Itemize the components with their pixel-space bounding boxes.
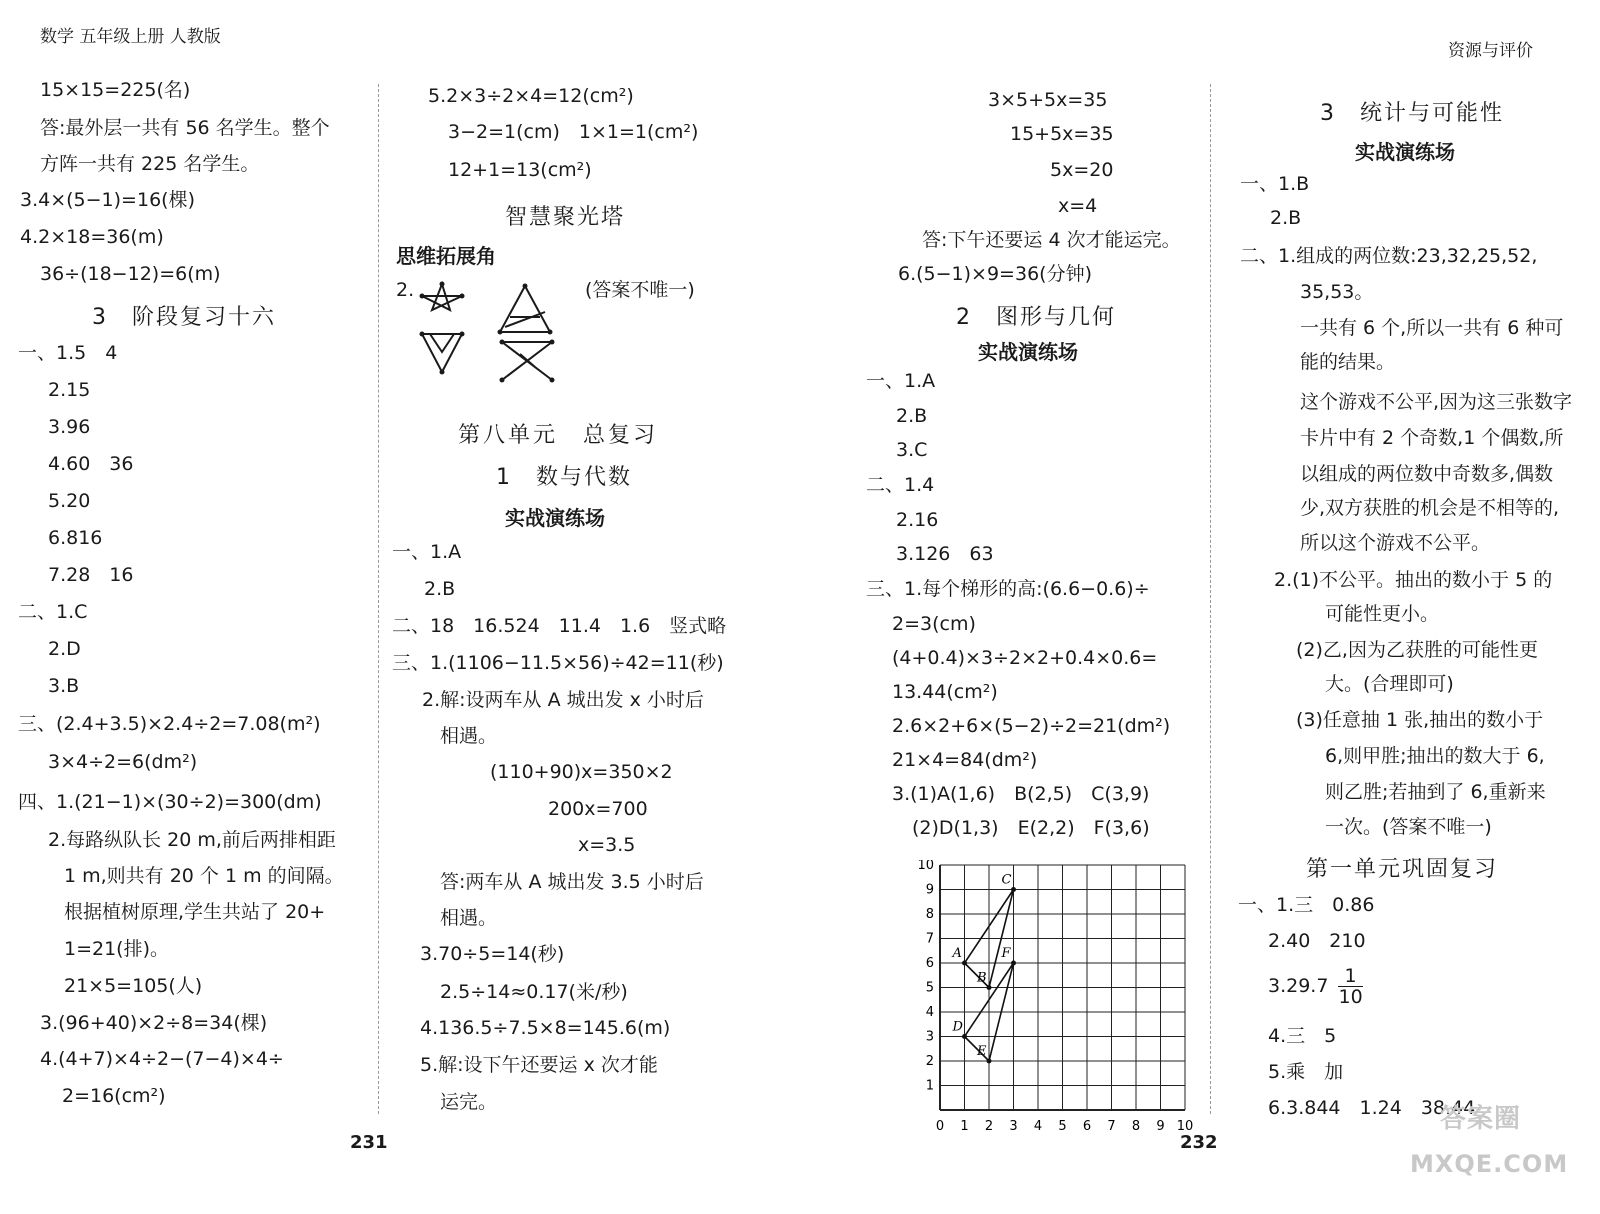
answer-line: 3×4÷2=6(dm²) xyxy=(48,751,198,773)
page-number-right: 232 xyxy=(1180,1132,1218,1153)
section-heading: 3 统计与可能性 xyxy=(1320,101,1504,126)
answer-line: 5.解:设下午还要运 x 次才能 xyxy=(420,1054,658,1076)
answer-line: 所以这个游戏不公平。 xyxy=(1300,532,1491,554)
answer-line: 二、18 16.524 11.4 1.6 竖式略 xyxy=(392,615,727,637)
answer-line: 7.28 16 xyxy=(48,564,134,586)
subsection-heading: 实战演练场 xyxy=(978,340,1078,364)
answer-line: 1=21(排)。 xyxy=(64,938,170,960)
answer-line: 2.15 xyxy=(48,379,91,401)
x-tick-label: 0 xyxy=(935,1119,945,1134)
point-label: D xyxy=(952,1019,963,1035)
x-tick-label: 5 xyxy=(1058,1119,1067,1134)
y-tick-label: 3 xyxy=(925,1029,934,1045)
answer-line: 2=3(cm) xyxy=(892,613,976,635)
point-D xyxy=(962,1034,967,1039)
answer-line: 3.(96+40)×2÷8=34(棵) xyxy=(40,1012,268,1034)
answer-line: 4.2×18=36(m) xyxy=(20,226,164,248)
subsection-heading: 思维拓展角 xyxy=(396,244,496,268)
answer-line: 2.B xyxy=(1270,207,1302,229)
star-figure xyxy=(422,284,462,372)
answer-line: 2.40 210 xyxy=(1268,930,1366,952)
point-C xyxy=(1011,887,1016,892)
section-heading: 2 图形与几何 xyxy=(956,305,1116,330)
answer-line: 根据植树原理,学生共站了 20+ xyxy=(64,901,326,923)
answer-line: 二、1.C xyxy=(18,601,88,623)
x-tick-label: 1 xyxy=(960,1119,969,1134)
answer-line: 2.D xyxy=(48,638,81,660)
answer-line: (3)任意抽 1 张,抽出的数小于 xyxy=(1296,709,1544,731)
answer-line: 二、1.4 xyxy=(866,474,935,496)
x-tick-label: 4 xyxy=(1033,1119,1043,1134)
answer-line: 6.(5−1)×9=36(分钟) xyxy=(898,263,1092,285)
answer-line: 2.解:设两车从 A 城出发 x 小时后 xyxy=(422,689,704,711)
fraction-numerator: 1 xyxy=(1338,966,1362,987)
answer-line: 3.(1)A(1,6) B(2,5) C(3,9) xyxy=(892,783,1150,805)
answer-line: 一、1.5 4 xyxy=(18,342,118,364)
answer-line: 大。(合理即可) xyxy=(1325,673,1454,695)
answer-line: (4+0.4)×3÷2×2+0.4×0.6= xyxy=(892,647,1158,669)
answer-line: 2.每路纵队长 20 m,前后两排相距 xyxy=(48,829,336,851)
answer-line: 能的结果。 xyxy=(1300,351,1396,373)
subsection-heading: 实战演练场 xyxy=(505,506,605,530)
answer-line: 35,53。 xyxy=(1300,281,1374,303)
answer-line: 少,双方获胜的机会是不相等的, xyxy=(1300,497,1560,519)
answer-line: 答:下午还要运 4 次才能运完。 xyxy=(922,229,1181,251)
answer-line: 2.(1)不公平。抽出的数小于 5 的 xyxy=(1274,569,1553,591)
point-label: F xyxy=(1001,946,1011,961)
answer-line: 四、1.(21−1)×(30÷2)=300(dm) xyxy=(18,791,322,813)
answer-line: 6.816 xyxy=(48,527,103,549)
answer-line: 一共有 6 个,所以一共有 6 种可 xyxy=(1300,317,1564,339)
answer-line: 2.16 xyxy=(896,509,939,531)
answer-line: 5.乘 加 xyxy=(1268,1061,1344,1083)
point-label: C xyxy=(1001,872,1012,888)
answer-line: 2.B xyxy=(424,578,456,600)
answer-line: 一、1.B xyxy=(1240,173,1310,195)
answer-line: 三、(2.4+3.5)×2.4÷2=7.08(m²) xyxy=(18,713,321,735)
y-tick-label: 6 xyxy=(925,956,934,971)
answer-line: 36÷(18−12)=6(m) xyxy=(40,263,221,285)
fraction xyxy=(1338,966,1362,1007)
answer-line: 三、1.每个梯形的高:(6.6−0.6)÷ xyxy=(866,578,1150,600)
answer-line: 5.20 xyxy=(48,490,91,512)
section-heading: 1 数与代数 xyxy=(496,465,632,490)
column-divider-left xyxy=(378,84,379,1114)
answer-line: 答:最外层一共有 56 名学生。整个 xyxy=(40,117,330,139)
page-number-left: 231 xyxy=(350,1132,388,1153)
answer-line: 卡片中有 2 个奇数,1 个偶数,所 xyxy=(1300,427,1564,449)
answer-line: 相遇。 xyxy=(440,907,498,929)
answer-line: 5.2×3÷2×4=12(cm²) xyxy=(428,85,634,107)
answer-line: 12+1=13(cm²) xyxy=(448,159,592,181)
point-label: E xyxy=(977,1044,987,1059)
answer-line: x=4 xyxy=(1058,195,1098,217)
answer-line: (110+90)x=350×2 xyxy=(490,761,673,783)
series-title-header: 资源与评价 xyxy=(1448,41,1533,61)
point-E xyxy=(987,1059,992,1064)
answer-line: 以组成的两位数中奇数多,偶数 xyxy=(1300,463,1554,485)
answer-line: 4.60 36 xyxy=(48,453,134,475)
section-heading: 智慧聚光塔 xyxy=(505,205,626,230)
answer-line: 这个游戏不公平,因为这三张数字 xyxy=(1300,391,1573,413)
x-tick-label: 6 xyxy=(1082,1119,1092,1134)
answer-line: 方阵一共有 225 名学生。 xyxy=(40,153,260,175)
answer-line: (2)D(1,3) E(2,2) F(3,6) xyxy=(912,817,1150,839)
answer-line: 15×15=225(名) xyxy=(40,79,191,101)
answer-line: 3.B xyxy=(48,675,80,697)
answer-line: 运完。 xyxy=(440,1091,498,1113)
answer-line: 一次。(答案不唯一) xyxy=(1325,816,1492,838)
y-tick-label: 9 xyxy=(925,882,934,898)
book-title-header: 数学 五年级上册 人教版 xyxy=(40,27,221,47)
point-F xyxy=(1011,961,1016,966)
section-heading: 第一单元巩固复习 xyxy=(1306,857,1499,882)
column-divider-right xyxy=(1210,84,1211,1114)
point-A xyxy=(962,961,967,966)
answer-line: 2.6×2+6×(5−2)÷2=21(dm²) xyxy=(892,715,1171,737)
watermark-url: MXQE.COM xyxy=(1410,1150,1569,1178)
answer-line: 21×4=84(dm²) xyxy=(892,749,1038,771)
x-tick-label: 9 xyxy=(1156,1119,1165,1134)
point-label: A xyxy=(952,946,962,961)
network-figure xyxy=(500,286,552,380)
answer-line: 2.5÷14≈0.17(米/秒) xyxy=(440,981,628,1003)
point-label: B xyxy=(977,970,987,986)
answer-line: 1 m,则共有 20 个 1 m 的间隔。 xyxy=(64,865,344,887)
y-tick-label: 4 xyxy=(925,1005,934,1020)
answer-line: 3.70÷5=14(秒) xyxy=(420,943,565,965)
answer-line xyxy=(1268,966,1363,1007)
answer-line: 2=16(cm²) xyxy=(62,1085,166,1107)
answer-line: 3.4×(5−1)=16(棵) xyxy=(20,189,195,211)
unit-title: 第八单元 总复习 xyxy=(458,423,659,448)
x-tick-label: 7 xyxy=(1107,1119,1116,1134)
answer-line: 一、1.三 0.86 xyxy=(1238,894,1375,916)
answer-line: 4.(4+7)×4÷2−(7−4)×4÷ xyxy=(40,1048,284,1070)
section-heading: 3 阶段复习十六 xyxy=(92,305,276,330)
answer-line: x=3.5 xyxy=(578,834,636,856)
answer-text: 3.29.7 xyxy=(1268,975,1329,997)
answer-line: 二、1.组成的两位数:23,32,25,52, xyxy=(1240,245,1538,267)
answer-line: (答案不唯一) xyxy=(585,279,695,301)
watermark-logo: 答案圈 xyxy=(1440,1104,1522,1134)
y-tick-label: 5 xyxy=(925,980,934,996)
y-tick-label: 8 xyxy=(925,907,934,922)
answer-line: 13.44(cm²) xyxy=(892,681,998,703)
coordinate-grid-chart xyxy=(910,860,1200,1145)
answer-line: 相遇。 xyxy=(440,725,498,747)
answer-line: 3−2=1(cm) 1×1=1(cm²) xyxy=(448,121,699,143)
subsection-heading: 实战演练场 xyxy=(1355,140,1455,164)
answer-line: 21×5=105(人) xyxy=(64,975,203,997)
answer-line: 15+5x=35 xyxy=(1010,123,1114,145)
answer-line: 2. xyxy=(396,279,415,301)
answer-line: 5x=20 xyxy=(1050,159,1114,181)
answer-line: 三、1.(1106−11.5×56)÷42=11(秒) xyxy=(392,652,724,674)
x-tick-label: 3 xyxy=(1009,1119,1018,1134)
answer-line: 3.126 63 xyxy=(896,543,994,565)
answer-line: 6.3.844 1.24 38.44 xyxy=(1268,1097,1476,1119)
answer-line: 一、1.A xyxy=(866,370,936,392)
answer-line: 答:两车从 A 城出发 3.5 小时后 xyxy=(440,871,704,893)
answer-line: 则乙胜;若抽到了 6,重新来 xyxy=(1325,781,1546,803)
answer-line: 可能性更小。 xyxy=(1325,603,1440,625)
fraction-denominator: 10 xyxy=(1338,986,1363,1008)
answer-line: 3.C xyxy=(896,439,928,461)
x-tick-label: 10 xyxy=(1176,1119,1194,1134)
y-tick-label: 10 xyxy=(917,860,934,873)
x-tick-label: 8 xyxy=(1131,1119,1141,1134)
answer-line: 4.136.5÷7.5×8=145.6(m) xyxy=(420,1017,671,1039)
answer-line: 3.96 xyxy=(48,416,91,438)
answer-line: (2)乙,因为乙获胜的可能性更 xyxy=(1296,639,1538,661)
y-tick-label: 7 xyxy=(925,931,934,947)
x-tick-label: 2 xyxy=(984,1119,994,1134)
answer-line: 一、1.A xyxy=(392,541,462,563)
answer-line: 3×5+5x=35 xyxy=(988,89,1108,111)
y-tick-label: 1 xyxy=(925,1078,934,1094)
point-B xyxy=(987,985,992,990)
y-tick-label: 2 xyxy=(925,1054,934,1069)
answer-line: 2.B xyxy=(896,405,928,427)
star-figures xyxy=(410,272,590,402)
answer-line: 200x=700 xyxy=(548,798,648,820)
answer-line: 4.三 5 xyxy=(1268,1025,1337,1047)
answer-line: 6,则甲胜;抽出的数大于 6, xyxy=(1325,745,1545,767)
